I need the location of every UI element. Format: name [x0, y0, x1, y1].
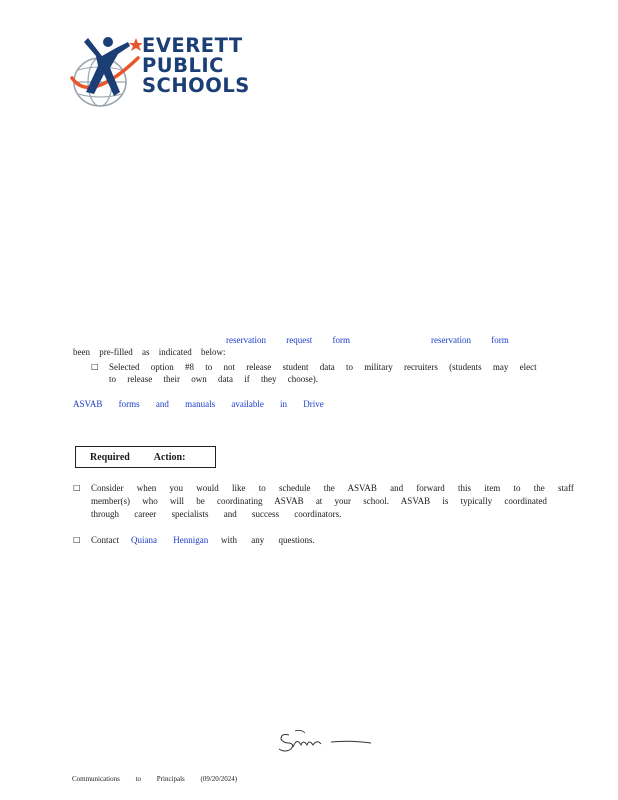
required-action-box	[75, 446, 216, 468]
contact-person-link[interactable]: Quiana Hennigan	[131, 535, 209, 545]
bullet-icon: □	[91, 362, 99, 371]
action-1-line-3: through career specialists and success coordinators.	[91, 509, 342, 519]
bullet-icon: □	[73, 483, 81, 492]
bullet-icon: □	[73, 535, 81, 544]
required-action-label: Required Action:	[90, 452, 186, 463]
logo-line-1: EVERETT	[142, 34, 243, 57]
logo-line-2: PUBLIC	[142, 54, 224, 77]
prefilled-text: been pre-filled as indicated below:	[73, 347, 226, 357]
option-text-line-1: Selected option #8 to not release student data to military recruiters (students may elect	[109, 362, 537, 372]
action-1-line-1: Consider when you would like to schedule the ASVAB and forward this item to the staff	[91, 483, 574, 493]
logo-runner-icon	[70, 34, 142, 112]
footer-text: Communications to Principals (09/20/2024)	[72, 775, 238, 783]
logo-wordmark	[142, 36, 250, 96]
option-text-line-2: to release their own data if they choose).	[109, 374, 318, 384]
signature-icon	[275, 727, 375, 757]
reservation-form-link[interactable]: reservation form	[431, 335, 509, 345]
action-2-pre: Contact	[91, 535, 119, 545]
district-logo	[70, 34, 255, 112]
asvab-drive-link[interactable]: ASVAB forms and manuals available in Drive	[73, 399, 324, 409]
action-1-line-2: member(s) who will be coordinating ASVAB at your school. ASVAB is typically coordinated	[91, 496, 547, 506]
reservation-request-form-link[interactable]: reservation request form	[226, 335, 350, 345]
logo-line-3: SCHOOLS	[142, 74, 250, 97]
action-2-post: with any questions.	[221, 535, 315, 545]
